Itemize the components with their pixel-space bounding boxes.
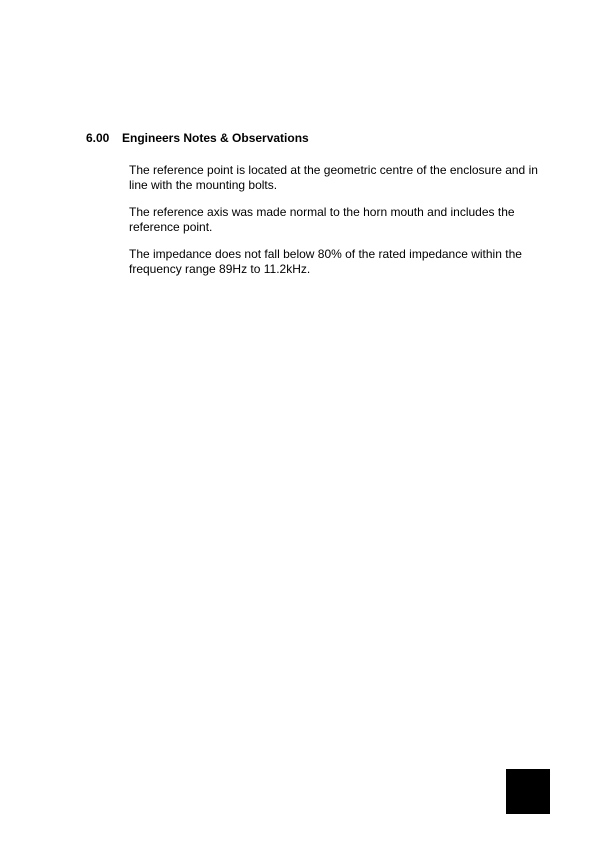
notes-body — [129, 163, 549, 289]
note-line: line with the mounting bolts. — [129, 178, 278, 192]
header-faint-text — [462, 60, 544, 72]
section-number: 6.00 — [86, 131, 110, 145]
note-line: The reference axis was made normal to the horn mouth and includes the — [129, 205, 515, 219]
note-line: The reference point is located at the geometric centre of the enclosure and in — [129, 163, 538, 177]
note-reference-point — [129, 163, 549, 193]
note-impedance — [129, 247, 549, 277]
note-line: The impedance does not fall below 80% of the rated impedance within the — [129, 247, 522, 261]
section-heading — [86, 131, 309, 145]
page-number-box — [506, 769, 550, 814]
section-title: Engineers Notes & Observations — [122, 131, 309, 145]
note-line: reference point. — [129, 220, 213, 234]
note-reference-axis — [129, 205, 549, 235]
note-line: frequency range 89Hz to 11.2kHz. — [129, 262, 311, 276]
